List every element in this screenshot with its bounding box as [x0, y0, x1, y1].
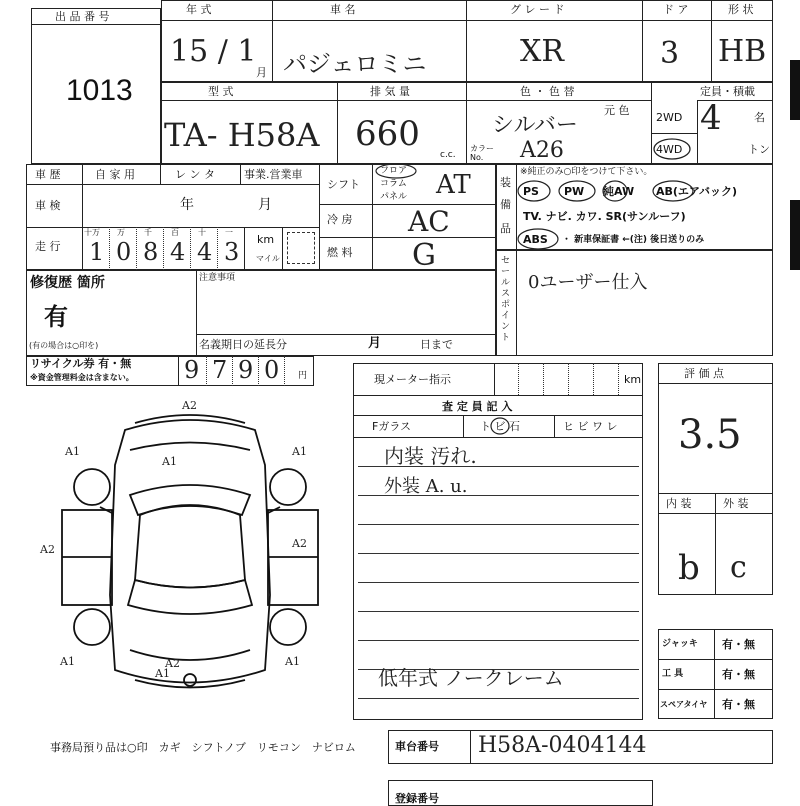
- digit-label-3: 百: [171, 228, 179, 237]
- km-unit: km: [257, 233, 275, 246]
- history-label: 車 歴: [35, 168, 61, 181]
- damage-mark-1: A1: [65, 445, 80, 458]
- mileage-digit-0: 1: [89, 238, 105, 266]
- expiry-month: 月: [368, 336, 382, 351]
- private-label: 自 家 用: [95, 168, 135, 181]
- ac-label: 冷 房: [327, 213, 353, 226]
- recycle-digit-2: 9: [238, 356, 254, 384]
- equipment-circles: [516, 178, 776, 204]
- damage-mark-5: A2: [292, 537, 307, 550]
- capacity-value: 4: [700, 98, 722, 138]
- odometer-label: 現メーター指示: [374, 373, 451, 386]
- damage-mark-9: A1: [155, 667, 170, 680]
- rental-label: レ ン タ: [175, 168, 215, 181]
- car-damage-diagram: [30, 395, 350, 715]
- equip-abs: ABS: [523, 233, 548, 246]
- drive-2wd: 2WD: [656, 111, 683, 124]
- color-value: シルバー: [492, 113, 578, 138]
- mileage-digit-1: 0: [116, 238, 132, 266]
- digit-label-0: 十万: [84, 228, 100, 237]
- digit-label-2: 千: [144, 228, 152, 237]
- equip-ps: PS: [523, 185, 539, 198]
- equipment-note: ※純正のみ○印をつけて下さい。: [520, 167, 653, 177]
- equip-ab: AB(エアバック): [656, 185, 738, 198]
- selling-point-label: セールスポイント: [501, 256, 511, 343]
- equipment-label-0: 装: [500, 176, 511, 189]
- repair-note: (有の場合は○印を): [29, 341, 99, 350]
- shift-floor-circle: [374, 163, 418, 179]
- crack-label: ヒ ビ ワ レ: [563, 420, 618, 433]
- lot-number: 1013: [66, 74, 133, 107]
- doors-value: 3: [660, 36, 680, 71]
- notes-label: 注意事項: [199, 273, 236, 283]
- damage-mark-6: A1: [60, 655, 75, 668]
- exterior-value: c: [730, 550, 747, 585]
- digit-label-4: 十: [198, 228, 206, 237]
- expiry-day: 日まで: [420, 338, 453, 351]
- displacement-value: 660: [355, 114, 420, 154]
- equip-aw: 純AW: [603, 185, 635, 198]
- chassis-value: H58A-0404144: [478, 733, 647, 758]
- recycle-label: リサイクル券 有・無: [30, 357, 132, 370]
- right-edge-mark: [790, 60, 800, 120]
- shift-panel: パネル: [380, 192, 408, 202]
- digit-label-5: 一: [225, 228, 233, 237]
- displacement-label: 排 気 量: [370, 85, 410, 98]
- inspection-label: 車 検: [35, 199, 61, 212]
- glass-option-circle: [489, 416, 511, 436]
- recycle-digit-3: 0: [264, 356, 280, 384]
- recycle-digit-1: 7: [212, 356, 228, 384]
- year-month-unit: 月: [256, 66, 267, 79]
- year-label: 年 式: [186, 3, 212, 16]
- equipment-label-2: 品: [500, 222, 511, 235]
- drive-4wd-circle: [652, 136, 692, 162]
- right-edge-mark-2: [790, 200, 800, 270]
- abs-circle: [516, 227, 560, 251]
- model-value: TA- H58A: [164, 116, 320, 154]
- car-name-value: パジェロミニ: [283, 50, 427, 78]
- fuel-label: 燃 料: [327, 246, 353, 259]
- recycle-digit-0: 9: [184, 356, 200, 384]
- selling-point-value: 0ユーザー仕入: [528, 272, 648, 293]
- damage-mark-3: A1: [162, 455, 177, 468]
- shift-column: コラム: [380, 179, 407, 189]
- expiry-label: 名義期日の延長分: [199, 338, 287, 351]
- inspection-year-unit: 年: [180, 197, 194, 213]
- shape-label: 形 状: [728, 3, 754, 16]
- jack-label: ジャッキ: [662, 639, 698, 649]
- damage-mark-2: A1: [292, 445, 307, 458]
- damage-mark-8: A2: [165, 657, 180, 670]
- recycle-yen: 円: [298, 371, 308, 381]
- registration-label: 登録番号: [395, 792, 439, 805]
- capacity-label: 定員・積載: [700, 85, 755, 98]
- lot-label: 出 品 番 号: [55, 10, 110, 23]
- doors-label: ド ア: [663, 3, 689, 16]
- inspection-month-unit: 月: [258, 197, 272, 213]
- odometer-km: km: [624, 373, 642, 386]
- shift-label: シフト: [327, 178, 360, 191]
- digit-label-1: 万: [117, 228, 125, 237]
- inspector-label: 査 定 員 記 入: [442, 400, 513, 413]
- color-label: 色 ・ 色 替: [520, 85, 575, 98]
- equip-row2: TV. ナビ. カワ. SR(サンルーフ): [523, 210, 686, 223]
- year-value: 15 / 1: [170, 34, 257, 69]
- exterior-label: 外 装: [723, 497, 749, 510]
- shape-value: HB: [718, 34, 767, 69]
- mile-unit: マイル: [256, 254, 280, 263]
- damage-mark-4: A2: [40, 543, 55, 556]
- chassis-label: 車台番号: [395, 740, 439, 753]
- inspection-note-2: 低年式 ノークレーム: [378, 666, 564, 690]
- ac-value: AC: [408, 205, 450, 238]
- spare-label: スペアタイヤ: [660, 700, 708, 709]
- fuel-value: G: [412, 238, 436, 273]
- mileage-digit-4: 4: [197, 238, 213, 266]
- glass-options: ト ビ 石: [480, 420, 520, 433]
- grade-label: グ レ ー ド: [510, 3, 565, 16]
- interior-label: 内 装: [666, 497, 692, 510]
- mileage-label: 走 行: [35, 240, 61, 253]
- tools-label: 工 具: [662, 669, 684, 679]
- mile-checkbox: [287, 232, 315, 264]
- recycle-note: ※資金管理料金は含まない。: [30, 373, 134, 382]
- cc-unit: c.c.: [440, 150, 456, 160]
- equipment-label-1: 備: [500, 198, 511, 211]
- shift-floor: フロア: [380, 166, 408, 176]
- original-color-label: 元 色: [604, 104, 630, 117]
- tons-unit: トン: [748, 143, 770, 156]
- spare-yes-no: 有・無: [722, 698, 755, 711]
- jack-yes-no: 有・無: [722, 638, 755, 651]
- grade-value: XR: [520, 34, 564, 69]
- inspection-note-0: 内装 汚れ.: [384, 444, 477, 468]
- equip-row3: ・ 新車保証書 ←(注) 後日送りのみ: [562, 235, 705, 245]
- inspection-note-1: 外装 A. u.: [384, 476, 468, 497]
- persons-unit: 名: [754, 111, 765, 124]
- mileage-digit-3: 4: [170, 238, 186, 266]
- color-no-value: A26: [520, 138, 564, 163]
- mileage-digit-5: 3: [224, 238, 240, 266]
- office-items: 事務局預り品は○印 カギ シフトノブ リモコン ナビロム: [50, 741, 356, 754]
- equip-pw: PW: [564, 185, 585, 198]
- score-value: 3.5: [678, 412, 742, 458]
- car-name-label: 車 名: [330, 3, 356, 16]
- f-glass-label: Fガラス: [372, 420, 411, 433]
- business-label: 事業.営業車: [244, 168, 303, 181]
- repair-value: 有: [44, 303, 68, 331]
- damage-mark-0: A2: [182, 399, 197, 412]
- shift-value: AT: [436, 170, 471, 200]
- color-no-label: カラー No.: [470, 144, 494, 162]
- repair-label: 修復歴 箇所: [30, 275, 105, 291]
- damage-mark-7: A1: [285, 655, 300, 668]
- model-label: 型 式: [208, 85, 234, 98]
- mileage-digit-2: 8: [143, 238, 159, 266]
- interior-value: b: [678, 548, 700, 588]
- selling-point-box: [496, 250, 773, 356]
- tools-yes-no: 有・無: [722, 668, 755, 681]
- score-label: 評 価 点: [684, 367, 724, 380]
- drive-4wd: 4WD: [656, 143, 683, 156]
